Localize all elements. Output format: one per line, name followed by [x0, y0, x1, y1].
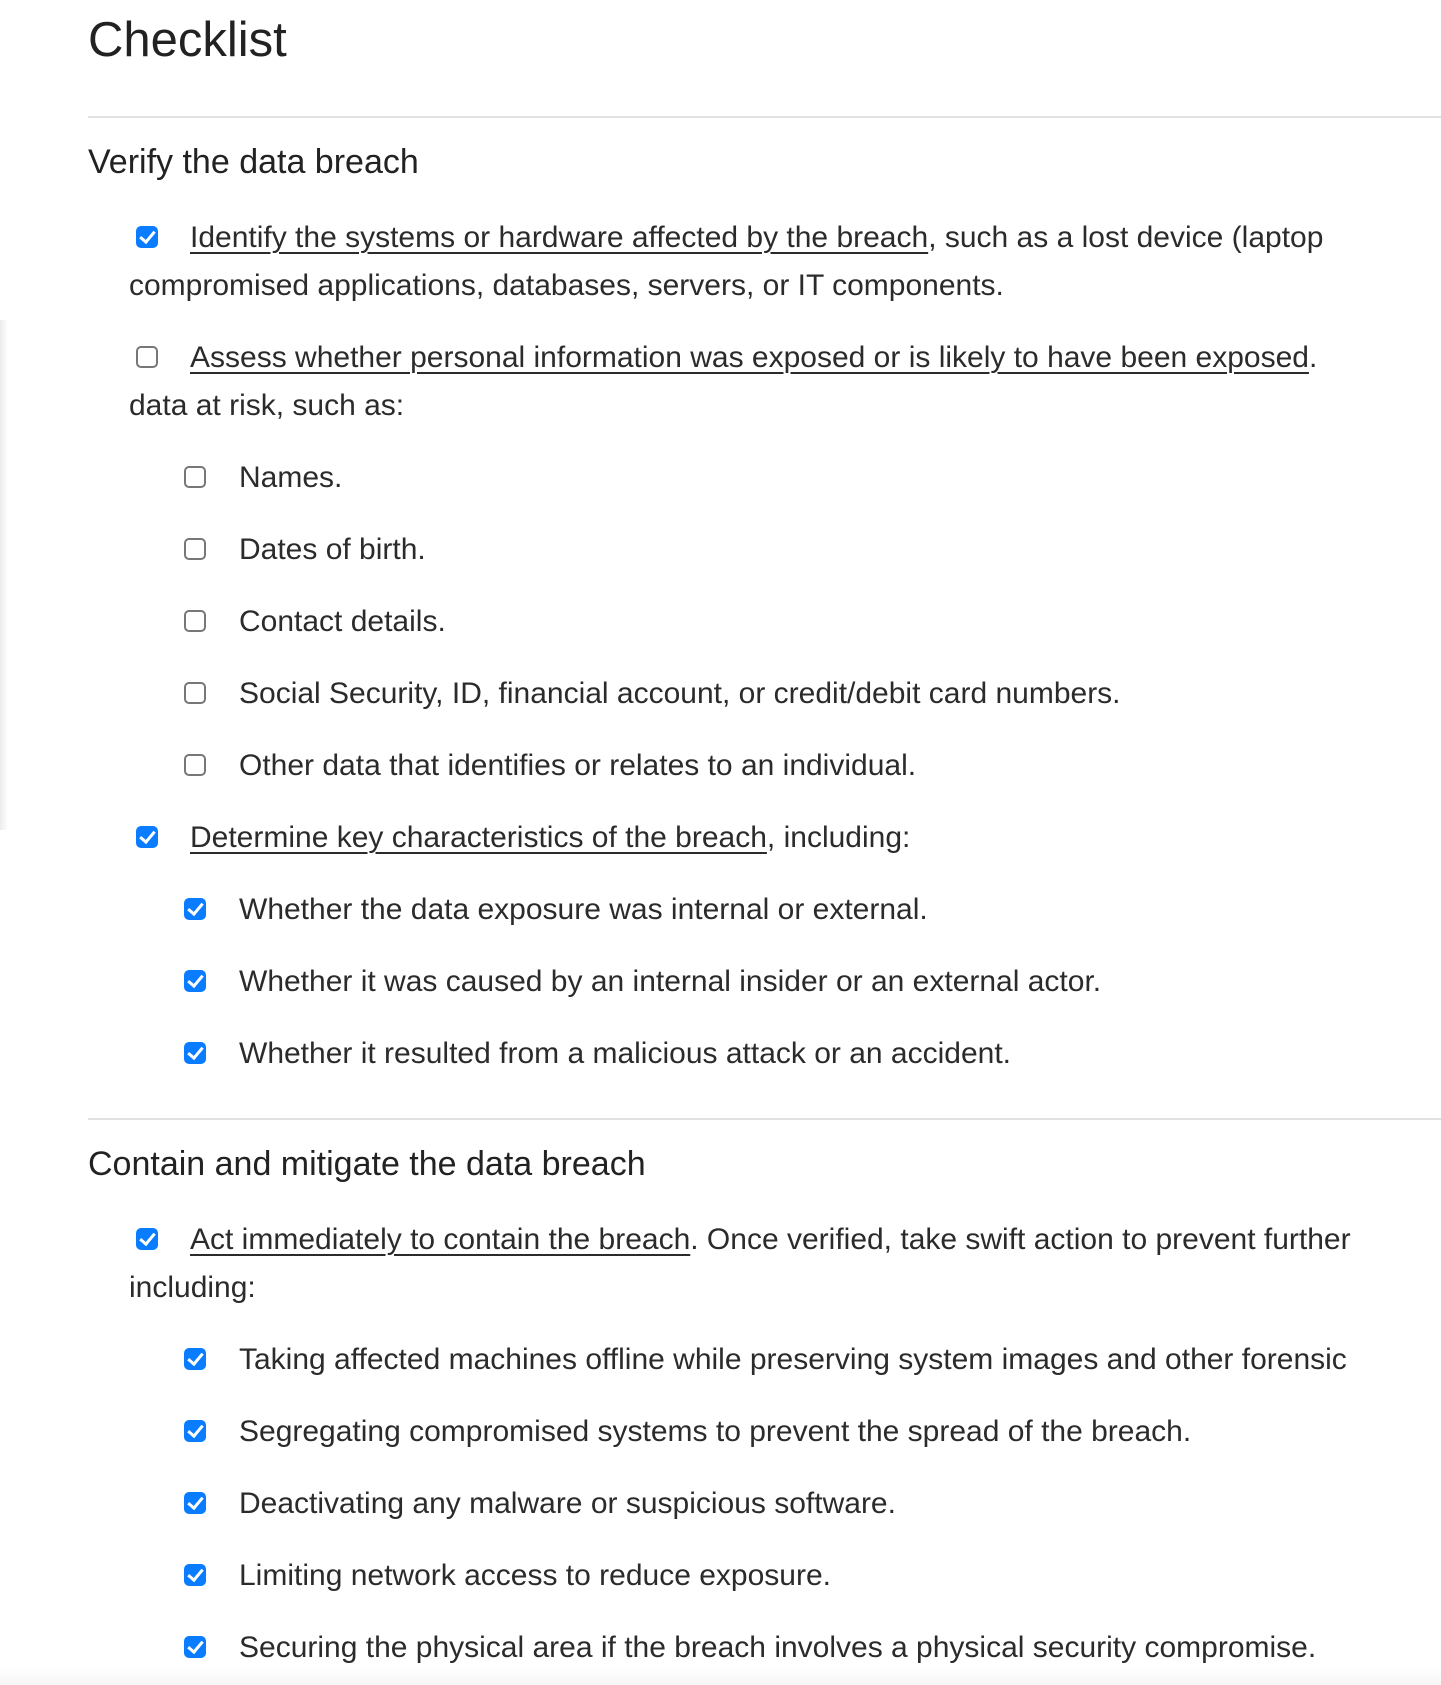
subitem-text: Whether it resulted from a malicious attack or an accident.	[239, 1037, 1012, 1070]
item-text-continued: compromised applications, databases, servers, or IT components.	[129, 269, 1004, 302]
section-divider	[88, 1118, 1441, 1120]
item-link[interactable]: Determine key characteristics of the breach	[190, 821, 767, 854]
subitem-checkbox[interactable]	[184, 682, 206, 704]
subitem-text: Social Security, ID, financial account, or credit/debit card numbers.	[239, 677, 1121, 710]
subitem-checkbox[interactable]	[184, 1348, 206, 1370]
subitem-text: Contact details.	[239, 605, 446, 638]
item-text: . Once verified, take swift action to prevent further	[690, 1223, 1351, 1256]
checklist-item	[190, 220, 1323, 256]
item-text: , such as a lost device (laptop	[928, 221, 1324, 254]
subitem-checkbox[interactable]	[184, 1420, 206, 1442]
subitem-text: Securing the physical area if the breach involves a physical security compromise.	[239, 1631, 1317, 1664]
subitem-checkbox[interactable]	[184, 1636, 206, 1658]
item-checkbox[interactable]	[136, 826, 158, 848]
subitem-checkbox[interactable]	[184, 466, 206, 488]
subitem-text: Segregating compromised systems to prevent the spread of the breach.	[239, 1415, 1192, 1448]
subitem-text: Other data that identifies or relates to an individual.	[239, 749, 917, 782]
subitem-checkbox[interactable]	[184, 610, 206, 632]
section-heading: Verify the data breach	[88, 143, 419, 181]
item-text-continued: including:	[129, 1271, 256, 1304]
item-link[interactable]: Identify the systems or hardware affected by the breach	[190, 221, 929, 254]
section-divider	[88, 116, 1441, 118]
subitem-checkbox[interactable]	[184, 538, 206, 560]
page-title: Checklist	[88, 13, 287, 67]
subitem-text: Dates of birth.	[239, 533, 426, 566]
item-link[interactable]: Act immediately to contain the breach	[190, 1223, 691, 1256]
subitem-checkbox[interactable]	[184, 1492, 206, 1514]
subitem-checkbox[interactable]	[184, 970, 206, 992]
item-checkbox[interactable]	[136, 226, 158, 248]
item-checkbox[interactable]	[136, 1228, 158, 1250]
subitem-text: Deactivating any malware or suspicious software.	[239, 1487, 896, 1520]
checklist-item	[190, 340, 1317, 376]
section-heading: Contain and mitigate the data breach	[88, 1145, 646, 1183]
item-link[interactable]: Assess whether personal information was exposed or is likely to have been exposed	[190, 341, 1309, 374]
subitem-checkbox[interactable]	[184, 1564, 206, 1586]
subitem-text: Whether it was caused by an internal insider or an external actor.	[239, 965, 1102, 998]
item-text: , including:	[766, 821, 911, 854]
subitem-text: Whether the data exposure was internal or external.	[239, 893, 928, 926]
item-text-continued: data at risk, such as:	[129, 389, 405, 422]
subitem-text: Taking affected machines offline while preserving system images and other forensic	[239, 1343, 1347, 1376]
subitem-checkbox[interactable]	[184, 754, 206, 776]
subitem-text: Names.	[239, 461, 343, 494]
checklist-item	[190, 820, 910, 856]
item-text: .	[1308, 341, 1318, 374]
subitem-text: Limiting network access to reduce exposure.	[239, 1559, 831, 1592]
item-checkbox[interactable]	[136, 346, 158, 368]
subitem-checkbox[interactable]	[184, 1042, 206, 1064]
subitem-checkbox[interactable]	[184, 898, 206, 920]
checklist-item	[190, 1222, 1351, 1258]
